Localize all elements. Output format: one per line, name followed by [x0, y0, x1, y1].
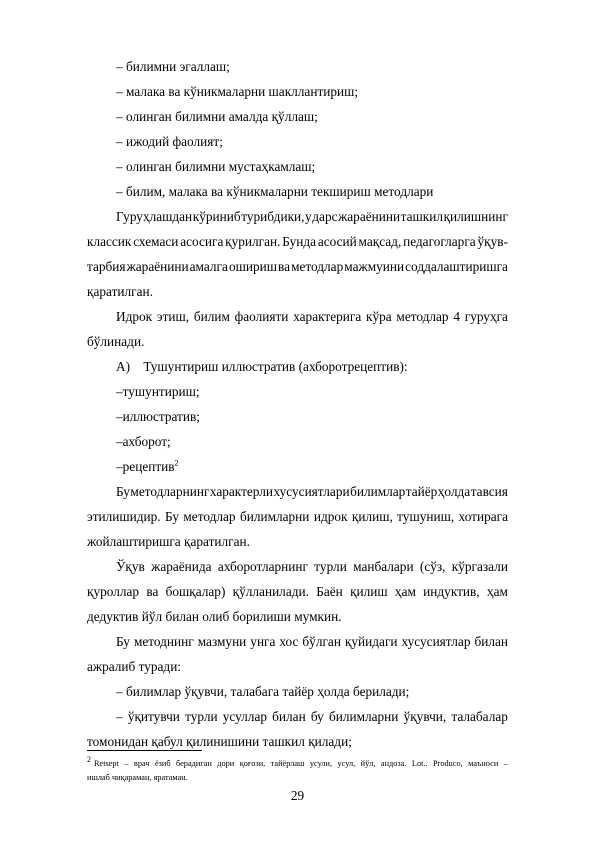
word: педагогларга — [403, 234, 476, 249]
word: у — [305, 209, 312, 224]
paragraph-line — [87, 584, 508, 600]
word: билим — [193, 309, 230, 324]
footnote-number: 2 — [87, 755, 91, 765]
word: қилишнинг — [443, 209, 508, 224]
word: бу — [310, 709, 324, 724]
word: тайёр — [405, 484, 438, 499]
word: методлар — [396, 309, 449, 324]
word: ўқитувчи — [127, 709, 180, 724]
word: ўқув- — [477, 234, 508, 249]
word: тарбия — [87, 259, 126, 274]
word: турли — [314, 559, 347, 574]
word: гуруҳга — [464, 309, 508, 324]
paragraph-line — [116, 559, 508, 575]
paragraph-line: бўлинади. — [87, 334, 145, 349]
word: йўл, — [360, 759, 376, 768]
word: жараёнида — [151, 559, 212, 574]
word: қилиш — [350, 584, 388, 599]
word: методларнинг — [130, 484, 210, 499]
word: Lot.. — [411, 759, 428, 768]
paragraph-line — [87, 234, 508, 250]
word: соддалаштиришга — [405, 259, 508, 274]
paragraph-line: қаратилган. — [87, 284, 153, 299]
footnote-line — [87, 755, 508, 770]
word: жараёнини — [338, 209, 401, 224]
word: қоғози, — [239, 759, 266, 768]
word: мажмуини — [344, 259, 405, 274]
list-item-text: –рецептив — [116, 459, 175, 474]
word: берадиган — [176, 759, 212, 768]
word: этилишидир. — [87, 509, 161, 524]
word: хотирага — [458, 509, 508, 524]
bullet-item: – билимлар ўқувчи, талабага тайёр ҳолда берилади; — [116, 684, 410, 699]
bullet-item: – олинган билимни амалда қўллаш; — [116, 109, 318, 124]
word: Баён — [316, 584, 343, 599]
paragraph-line — [116, 209, 508, 225]
word: ахборотларнинг — [217, 559, 308, 574]
list-item — [116, 459, 179, 475]
word: билимлар — [350, 484, 406, 499]
paragraph-line — [116, 484, 508, 500]
footnote-mark-wrap — [87, 755, 91, 770]
word: хусусиятлари — [273, 484, 350, 499]
footnote-reference: 2 — [174, 458, 179, 468]
word: билан — [474, 634, 508, 649]
bullet-item: – ижодий фаолият; — [116, 134, 223, 149]
paragraph-line — [116, 634, 508, 650]
page-number: 29 — [290, 788, 305, 803]
footnote-line: ишлаб чиқараман, яратаман. — [87, 773, 188, 782]
word: бўлган — [302, 634, 341, 649]
word: характерига — [293, 309, 362, 324]
paragraph-line: жойлаштиришга қаратилган. — [87, 534, 250, 549]
word: бошқалар) — [165, 584, 226, 599]
word: идрок — [313, 509, 348, 524]
word: Бу — [116, 634, 130, 649]
word: хусусиятлар — [401, 634, 471, 649]
word: Бу — [116, 484, 130, 499]
word: қилиш, — [351, 509, 393, 524]
word: асосий — [317, 234, 357, 249]
word: индуктив, — [423, 584, 480, 599]
word: дарс — [312, 209, 338, 224]
word: усуллар — [222, 709, 267, 724]
word: Retsept — [94, 759, 119, 768]
paragraph-line — [116, 309, 508, 325]
bullet-item: – билим, малака ва кўникмаларни текшириш методлари — [116, 184, 434, 199]
word: талабалар — [451, 709, 508, 724]
word: Ўқув — [116, 559, 145, 574]
word: ҳам — [394, 584, 416, 599]
bullet-item — [116, 709, 508, 725]
word: схемаси — [133, 234, 179, 249]
word: жараёнини — [126, 259, 189, 274]
word: билан — [272, 709, 306, 724]
word: ҳам — [486, 584, 508, 599]
word: – — [116, 709, 123, 724]
list-item: –ахборот; — [116, 434, 171, 449]
word: ошириш — [228, 259, 277, 274]
word: Идрок — [116, 309, 153, 324]
list-item: –иллюстратив; — [116, 409, 200, 424]
word: этиш, — [156, 309, 190, 324]
word: маъноси — [468, 759, 499, 768]
footnote-words — [94, 758, 508, 770]
word: кўргазали — [451, 559, 508, 574]
word: манбалари — [353, 559, 414, 574]
word: тавсия — [470, 484, 508, 499]
word: методлар — [291, 259, 344, 274]
word: андоза. — [380, 759, 407, 768]
paragraph-line: ажралиб туради: — [87, 659, 182, 674]
word: Бунда — [282, 234, 317, 249]
word: Produco, — [433, 759, 463, 768]
word: методнинг — [133, 634, 194, 649]
word: тайёрлаш — [270, 759, 305, 768]
bullet-item: – билимни эгаллаш; — [116, 59, 230, 74]
list-item: –тушунтириш; — [116, 384, 200, 399]
word: унга — [250, 634, 276, 649]
word: тушуниш, — [397, 509, 455, 524]
word: классик — [87, 234, 132, 249]
word: 4 — [453, 309, 460, 324]
word: мақсад, — [358, 234, 402, 249]
bullet-item-continuation: томонидан қабул қилинишини ташкил қилади; — [87, 734, 352, 749]
word: фаолияти — [234, 309, 289, 324]
word: усули, — [309, 759, 333, 768]
word: билимларни — [239, 509, 310, 524]
word: врач — [133, 759, 150, 768]
word: методлар — [183, 509, 236, 524]
word: қўлланилади. — [232, 584, 309, 599]
paragraph-line — [87, 509, 508, 525]
word: усул, — [337, 759, 356, 768]
word: амалга — [189, 259, 228, 274]
word: турли — [185, 709, 218, 724]
word: асосига — [180, 234, 224, 249]
word: ва — [146, 584, 159, 599]
word: кўриниб — [192, 209, 241, 224]
word: – — [503, 759, 508, 768]
word: дори — [217, 759, 235, 768]
bullet-item: – олинган билимни мустаҳкамлаш; — [116, 159, 316, 174]
group-heading: А) Тушунтириш иллюстратив (ахборотрецептив): — [116, 359, 408, 374]
word: билимларни — [328, 709, 399, 724]
word: Бу — [165, 509, 179, 524]
bullet-item: – малака ва кўникмаларни шакллантириш; — [116, 84, 359, 99]
paragraph-line: дедуктив йўл билан олиб борилиши мумкин. — [87, 609, 342, 624]
word: турибдики, — [241, 209, 305, 224]
word: қуйидаги — [344, 634, 398, 649]
word: мазмуни — [197, 634, 247, 649]
word: кўра — [365, 309, 392, 324]
word: қурилган. — [225, 234, 281, 249]
word: ёзиб — [154, 759, 171, 768]
word: – — [124, 759, 129, 768]
word: қуроллар — [87, 584, 140, 599]
word: Гуруҳлашдан — [116, 209, 193, 224]
footnote-divider — [87, 750, 202, 751]
word: ўқувчи, — [403, 709, 447, 724]
word: ҳолда — [437, 484, 471, 499]
word: характерли — [209, 484, 274, 499]
paragraph-line — [87, 259, 508, 275]
word: ва — [278, 259, 291, 274]
word: (сўз, — [419, 559, 446, 574]
word: хос — [279, 634, 299, 649]
word: ташкил — [400, 209, 443, 224]
